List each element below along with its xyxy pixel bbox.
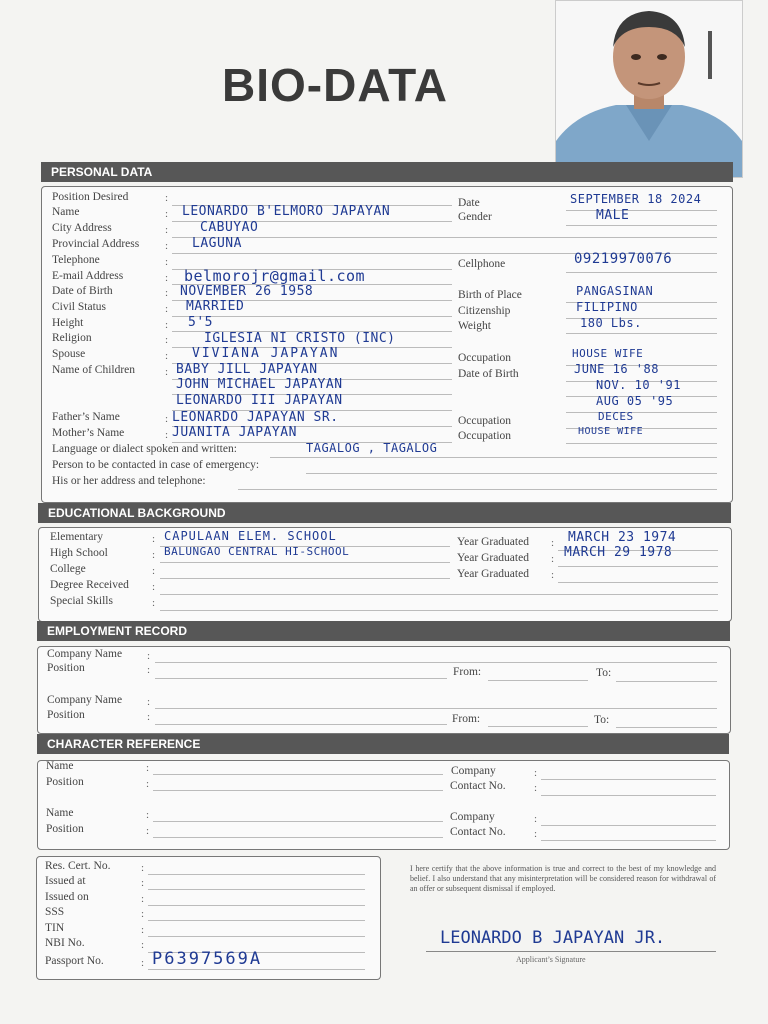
field-line[interactable] bbox=[160, 610, 718, 611]
colon: : bbox=[165, 192, 169, 204]
label-name: Name bbox=[52, 206, 80, 218]
label-year-graduated-1: Year Graduated bbox=[457, 536, 529, 548]
page-title: BIO-DATA bbox=[222, 59, 449, 111]
field-line[interactable] bbox=[541, 825, 716, 826]
label-passport: Passport No. bbox=[45, 955, 104, 967]
value-name: LEONARDO B'ELMORO JAPAYAN bbox=[182, 204, 391, 219]
label-ref-contact-2: Contact No. bbox=[450, 826, 506, 838]
value-father: LEONARDO JAPAYAN SR. bbox=[172, 410, 339, 425]
field-line[interactable] bbox=[541, 795, 716, 796]
value-mother-occupation: HOUSE WIFE bbox=[578, 426, 644, 437]
label-ref-name-2: Name bbox=[46, 807, 74, 819]
label-mother: Mother’s Name bbox=[52, 427, 125, 439]
field-line[interactable] bbox=[148, 874, 365, 875]
field-line[interactable] bbox=[566, 412, 717, 413]
colon: : bbox=[152, 597, 156, 609]
colon: : bbox=[141, 862, 145, 874]
value-father-occupation: DECES bbox=[598, 410, 634, 423]
colon: : bbox=[152, 565, 156, 577]
label-gender: Gender bbox=[458, 211, 492, 223]
colon: : bbox=[141, 908, 145, 920]
value-child-1-dob: JUNE 16 '88 bbox=[574, 362, 659, 376]
field-line[interactable] bbox=[160, 578, 450, 579]
field-line[interactable] bbox=[172, 316, 452, 317]
field-line[interactable] bbox=[558, 566, 718, 567]
label-religion: Religion bbox=[52, 332, 92, 344]
colon: : bbox=[147, 696, 151, 708]
field-line[interactable] bbox=[153, 837, 443, 838]
label-company-name-1: Company Name bbox=[47, 648, 123, 660]
colon: : bbox=[165, 208, 169, 220]
label-res-cert: Res. Cert. No. bbox=[45, 860, 111, 872]
label-ref-company-1: Company bbox=[451, 765, 496, 777]
field-line[interactable] bbox=[148, 920, 365, 921]
colon: : bbox=[165, 319, 169, 331]
section-header-employment: EMPLOYMENT RECORD bbox=[37, 621, 730, 641]
certification-text: I here certify that the above information is true and correct to the best of my knowledge and belief. I also understand that any misinterpretation will be considered reason for withdrawal of an offer or subsequent dismissal if employed. bbox=[410, 864, 716, 893]
field-line[interactable] bbox=[270, 457, 717, 458]
field-line[interactable] bbox=[153, 790, 443, 791]
section-header-character: CHARACTER REFERENCE bbox=[37, 734, 729, 754]
value-birth-place: PANGASINAN bbox=[576, 284, 654, 298]
colon: : bbox=[152, 581, 156, 593]
field-line[interactable] bbox=[155, 708, 717, 709]
signature-caption: Applicant’s Signature bbox=[516, 955, 586, 964]
value-child-1: BABY JILL JAPAYAN bbox=[176, 362, 318, 377]
field-line[interactable] bbox=[153, 774, 443, 775]
field-line[interactable] bbox=[616, 727, 717, 728]
field-line[interactable] bbox=[148, 969, 365, 970]
colon: : bbox=[152, 533, 156, 545]
colon: : bbox=[551, 569, 555, 581]
value-citizenship: FILIPINO bbox=[576, 300, 638, 314]
signature-line[interactable] bbox=[426, 951, 716, 952]
value-cellphone: 09219970076 bbox=[574, 251, 673, 267]
field-line[interactable] bbox=[160, 562, 450, 563]
colon: : bbox=[165, 366, 169, 378]
field-line[interactable] bbox=[238, 489, 717, 490]
value-civil-status: MARRIED bbox=[186, 299, 245, 314]
value-high-school: BALUNGAO CENTRAL HI-SCHOOL bbox=[164, 545, 350, 558]
employment-box bbox=[37, 646, 731, 734]
applicant-photo bbox=[555, 0, 743, 178]
label-sss: SSS bbox=[45, 906, 65, 918]
field-line[interactable] bbox=[155, 662, 717, 663]
field-line[interactable] bbox=[160, 594, 718, 595]
label-provincial-address: Provincial Address bbox=[52, 238, 140, 250]
value-gender: MALE bbox=[596, 208, 630, 223]
field-line[interactable] bbox=[566, 443, 717, 444]
colon: : bbox=[165, 303, 169, 315]
label-children-dob: Date of Birth bbox=[458, 368, 519, 380]
colon: : bbox=[534, 828, 538, 840]
colon: : bbox=[141, 877, 145, 889]
label-year-graduated-2: Year Graduated bbox=[457, 552, 529, 564]
label-position-2: Position bbox=[47, 709, 85, 721]
colon: : bbox=[165, 272, 169, 284]
label-ref-contact-1: Contact No. bbox=[450, 780, 506, 792]
value-provincial-address: LAGUNA bbox=[192, 236, 242, 251]
colon: : bbox=[147, 664, 151, 676]
label-elementary: Elementary bbox=[50, 531, 104, 543]
value-hs-year: MARCH 29 1978 bbox=[564, 545, 673, 560]
field-line[interactable] bbox=[148, 936, 365, 937]
label-skills: Special Skills bbox=[50, 595, 113, 607]
colon: : bbox=[141, 924, 145, 936]
value-dob: NOVEMBER 26 1958 bbox=[180, 284, 314, 299]
field-line[interactable] bbox=[155, 678, 447, 679]
label-position-desired: Position Desired bbox=[52, 191, 129, 203]
label-his-her-address: His or her address and telephone: bbox=[52, 475, 206, 487]
label-children: Name of Children bbox=[52, 364, 136, 376]
colon: : bbox=[152, 549, 156, 561]
field-line[interactable] bbox=[566, 210, 717, 211]
value-spouse: VIVIANA JAPAYAN bbox=[192, 346, 340, 361]
label-company-name-2: Company Name bbox=[47, 694, 123, 706]
colon: : bbox=[165, 224, 169, 236]
field-line[interactable] bbox=[148, 889, 365, 890]
label-issued-at: Issued at bbox=[45, 875, 86, 887]
colon: : bbox=[534, 782, 538, 794]
applicant-signature: LEONARDO B JAPAYAN JR. bbox=[440, 928, 666, 948]
label-from-1: From: bbox=[453, 666, 482, 678]
label-emergency: Person to be contacted in case of emergency: bbox=[52, 459, 260, 471]
field-line[interactable] bbox=[541, 779, 716, 780]
label-civil-status: Civil Status bbox=[52, 301, 106, 313]
value-passport: P6397569A bbox=[152, 949, 263, 969]
label-high-school: High School bbox=[50, 547, 108, 559]
section-header-education: EDUCATIONAL BACKGROUND bbox=[38, 503, 731, 523]
label-degree: Degree Received bbox=[50, 579, 129, 591]
field-line[interactable] bbox=[541, 840, 716, 841]
label-college: College bbox=[50, 563, 86, 575]
field-line[interactable] bbox=[566, 333, 717, 334]
value-height: 5'5 bbox=[188, 315, 213, 330]
colon: : bbox=[551, 537, 555, 549]
field-line[interactable] bbox=[616, 681, 717, 682]
value-weight: 180 Lbs. bbox=[580, 316, 642, 330]
label-ref-position-2: Position bbox=[46, 823, 84, 835]
colon: : bbox=[534, 767, 538, 779]
value-elementary: CAPULAAN ELEM. SCHOOL bbox=[164, 529, 337, 543]
label-email: E-mail Address bbox=[52, 270, 124, 282]
label-father-occupation: Occupation bbox=[458, 415, 512, 427]
section-header-personal: PERSONAL DATA bbox=[41, 162, 733, 182]
value-child-2: JOHN MICHAEL JAPAYAN bbox=[176, 377, 343, 392]
label-to-1: To: bbox=[596, 667, 612, 679]
value-child-2-dob: NOV. 10 '91 bbox=[596, 378, 681, 392]
colon: : bbox=[141, 939, 145, 951]
colon: : bbox=[165, 240, 169, 252]
field-line[interactable] bbox=[172, 237, 717, 238]
value-mother: JUANITA JAPAYAN bbox=[172, 425, 297, 440]
field-line[interactable] bbox=[566, 225, 717, 226]
value-spouse-occupation: HOUSE WIFE bbox=[572, 347, 644, 360]
label-date: Date bbox=[458, 197, 480, 209]
label-telephone: Telephone bbox=[52, 254, 100, 266]
value-religion: IGLESIA NI CRISTO (INC) bbox=[204, 331, 396, 346]
label-mother-occupation: Occupation bbox=[458, 430, 512, 442]
label-spouse-occupation: Occupation bbox=[458, 352, 512, 364]
colon: : bbox=[534, 813, 538, 825]
label-tin: TIN bbox=[45, 922, 65, 934]
label-to-2: To: bbox=[594, 714, 610, 726]
label-citizenship: Citizenship bbox=[458, 305, 511, 317]
colon: : bbox=[165, 334, 169, 346]
value-child-3: LEONARDO III JAPAYAN bbox=[176, 393, 343, 408]
value-child-3-dob: AUG 05 '95 bbox=[596, 394, 674, 408]
colon: : bbox=[165, 256, 169, 268]
label-cellphone: Cellphone bbox=[458, 258, 506, 270]
value-language: TAGALOG , TAGALOG bbox=[306, 441, 438, 455]
field-line[interactable] bbox=[558, 582, 718, 583]
colon: : bbox=[146, 809, 150, 821]
colon: : bbox=[146, 778, 150, 790]
label-ref-company-2: Company bbox=[450, 811, 495, 823]
label-position-1: Position bbox=[47, 662, 85, 674]
value-date: SEPTEMBER 18 2024 bbox=[570, 192, 702, 206]
field-line[interactable] bbox=[488, 726, 588, 727]
label-father: Father’s Name bbox=[52, 411, 120, 423]
value-city-address: CABUYAO bbox=[200, 220, 259, 235]
label-nbi: NBI No. bbox=[45, 937, 85, 949]
label-language: Language or dialect spoken and written: bbox=[52, 443, 237, 455]
colon: : bbox=[147, 650, 151, 662]
label-ref-position-1: Position bbox=[46, 776, 84, 788]
field-line[interactable] bbox=[566, 272, 717, 273]
label-weight: Weight bbox=[458, 320, 491, 332]
label-dob: Date of Birth bbox=[52, 285, 113, 297]
label-ref-name-1: Name bbox=[46, 760, 74, 772]
field-line[interactable] bbox=[155, 724, 447, 725]
colon: : bbox=[146, 762, 150, 774]
colon: : bbox=[165, 350, 169, 362]
value-email: belmorojr@gmail.com bbox=[184, 267, 366, 285]
field-line[interactable] bbox=[488, 680, 588, 681]
field-line[interactable] bbox=[148, 905, 365, 906]
colon: : bbox=[146, 825, 150, 837]
value-elem-year: MARCH 23 1974 bbox=[568, 530, 677, 545]
label-height: Height bbox=[52, 317, 84, 329]
colon: : bbox=[147, 711, 151, 723]
label-year-graduated-3: Year Graduated bbox=[457, 568, 529, 580]
colon: : bbox=[165, 413, 169, 425]
colon: : bbox=[141, 957, 145, 969]
colon: : bbox=[165, 429, 169, 441]
label-issued-on: Issued on bbox=[45, 891, 89, 903]
field-line[interactable] bbox=[306, 473, 717, 474]
label-city-address: City Address bbox=[52, 222, 112, 234]
colon: : bbox=[141, 893, 145, 905]
label-birth-place: Birth of Place bbox=[458, 289, 522, 301]
colon: : bbox=[551, 553, 555, 565]
field-line[interactable] bbox=[153, 821, 443, 822]
colon: : bbox=[165, 287, 169, 299]
label-spouse: Spouse bbox=[52, 348, 86, 360]
label-from-2: From: bbox=[452, 713, 481, 725]
